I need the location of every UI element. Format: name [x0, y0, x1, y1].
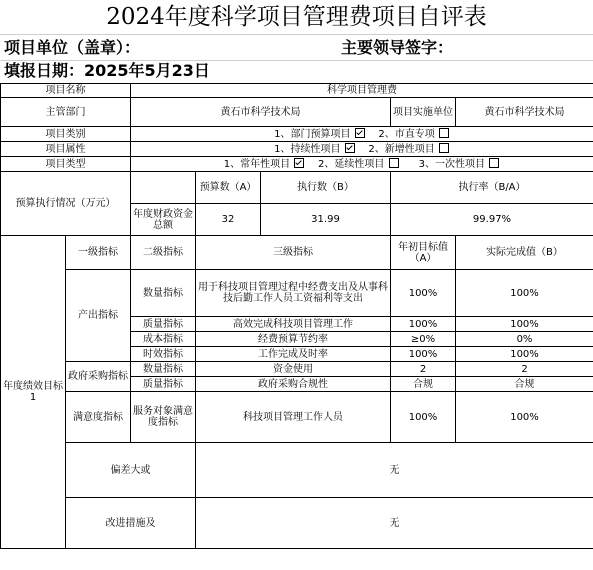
project-unit-label: 项目单位（盖章）：: [4, 38, 141, 57]
checkbox-icon[interactable]: [489, 158, 499, 168]
evaluation-table: [0, 83, 593, 549]
project-category-label: 项目类别: [1, 127, 131, 142]
divider: [0, 34, 593, 35]
indicator-level3: 经费预算节约率: [196, 332, 391, 347]
project-type-label: 项目类型: [1, 157, 131, 172]
checkbox-icon[interactable]: [389, 158, 399, 168]
checkbox-icon[interactable]: [345, 143, 355, 153]
attribute-option-new: 2、新增性项目: [368, 144, 435, 155]
deviation-value: 无: [196, 443, 593, 498]
indicator-actual: 100%: [456, 392, 593, 443]
indicator-level3: 工作完成及时率: [196, 347, 391, 362]
attribute-option-continuing: 1、持续性项目: [274, 144, 341, 155]
indicator-target: 100%: [391, 317, 456, 332]
indicator-target: 合规: [391, 377, 456, 392]
indicator-actual: 100%: [456, 317, 593, 332]
implementing-unit-label: 项目实施单位: [391, 98, 456, 127]
procurement-indicator-label: 政府采购指标: [66, 362, 131, 392]
indicator-target: 100%: [391, 392, 456, 443]
indicator-level2: 质量指标: [131, 377, 196, 392]
budget-amount-value: 32: [196, 204, 261, 236]
project-name-value: 科学项目管理费: [131, 84, 593, 98]
project-attribute-options: [131, 142, 593, 157]
indicator-actual: 100%: [456, 347, 593, 362]
budget-amount-header: 预算数（A）: [196, 172, 261, 204]
type-option-onetime: 3、一次性项目: [418, 159, 486, 170]
satisfaction-indicator-label: 满意度指标: [66, 392, 131, 443]
form-title: 2024年度科学项目管理费项目自评表: [106, 4, 487, 30]
indicator-level2: 数量指标: [131, 362, 196, 377]
indicator-level2: 成本指标: [131, 332, 196, 347]
execution-rate-value: 99.97%: [391, 204, 593, 236]
indicator-target: ≥0%: [391, 332, 456, 347]
category-option-special: 2、市直专项: [378, 129, 435, 140]
indicator-level3: 高效完成科技项目管理工作: [196, 317, 391, 332]
project-name-label: 项目名称: [1, 84, 131, 98]
checkbox-icon[interactable]: [439, 143, 449, 153]
indicator-actual: 0%: [456, 332, 593, 347]
indicator-level2: 时效指标: [131, 347, 196, 362]
indicator-target: 100%: [391, 270, 456, 317]
checkbox-icon[interactable]: [294, 158, 304, 168]
level3-header: 三级指标: [196, 236, 391, 270]
deviation-label: 偏差大或: [66, 443, 196, 498]
indicator-level2: 服务对象满意度指标: [131, 392, 196, 443]
target-value-header: 年初目标值（A）: [391, 236, 456, 270]
project-type-options: [131, 157, 593, 172]
category-option-budget: 1、部门预算项目: [274, 129, 351, 140]
improvement-label: 改进措施及: [66, 498, 196, 549]
indicator-actual: 100%: [456, 270, 593, 317]
indicator-level2: 质量指标: [131, 317, 196, 332]
indicator-level3: 资金使用: [196, 362, 391, 377]
budget-execution-label: 预算执行情况（万元）: [1, 172, 131, 236]
type-option-extended: 2、延续性项目: [318, 159, 385, 170]
leader-signature-label: 主要领导签字：: [341, 38, 454, 57]
execution-amount-header: 执行数（B）: [261, 172, 391, 204]
indicator-actual: 2: [456, 362, 593, 377]
budget-spacer: [131, 172, 196, 204]
checkbox-icon[interactable]: [439, 128, 449, 138]
execution-rate-header: 执行率（B/A）: [391, 172, 593, 204]
output-indicator-label: 产出指标: [66, 270, 131, 362]
indicator-target: 2: [391, 362, 456, 377]
actual-value-header: 实际完成值（B）: [456, 236, 593, 270]
indicator-level3: 科技项目管理工作人员: [196, 392, 391, 443]
execution-amount-value: 31.99: [261, 204, 391, 236]
level2-header: 二级指标: [131, 236, 196, 270]
indicator-level3: 政府采购合规性: [196, 377, 391, 392]
implementing-unit-value: 黄石市科学技术局: [456, 98, 593, 127]
indicator-level2: 数量指标: [131, 270, 196, 317]
improvement-value: 无: [196, 498, 593, 549]
level1-header: 一级指标: [66, 236, 131, 270]
annual-goal-label: 年度绩效目标1: [1, 236, 66, 549]
checkbox-icon[interactable]: [355, 128, 365, 138]
indicator-level3: 用于科技项目管理过程中经费支出及从事科技后勤工作人员工资福利等支出: [196, 270, 391, 317]
indicator-target: 100%: [391, 347, 456, 362]
project-attribute-label: 项目属性: [1, 142, 131, 157]
type-option-annual: 1、常年性项目: [223, 159, 291, 170]
department-value: 黄石市科学技术局: [131, 98, 391, 127]
annual-fund-label: 年度财政资金总额: [131, 204, 196, 236]
department-label: 主管部门: [1, 98, 131, 127]
indicator-actual: 合规: [456, 377, 593, 392]
report-date-label: 填报日期：2025年5月23日: [4, 61, 210, 80]
project-category-options: [131, 127, 593, 142]
